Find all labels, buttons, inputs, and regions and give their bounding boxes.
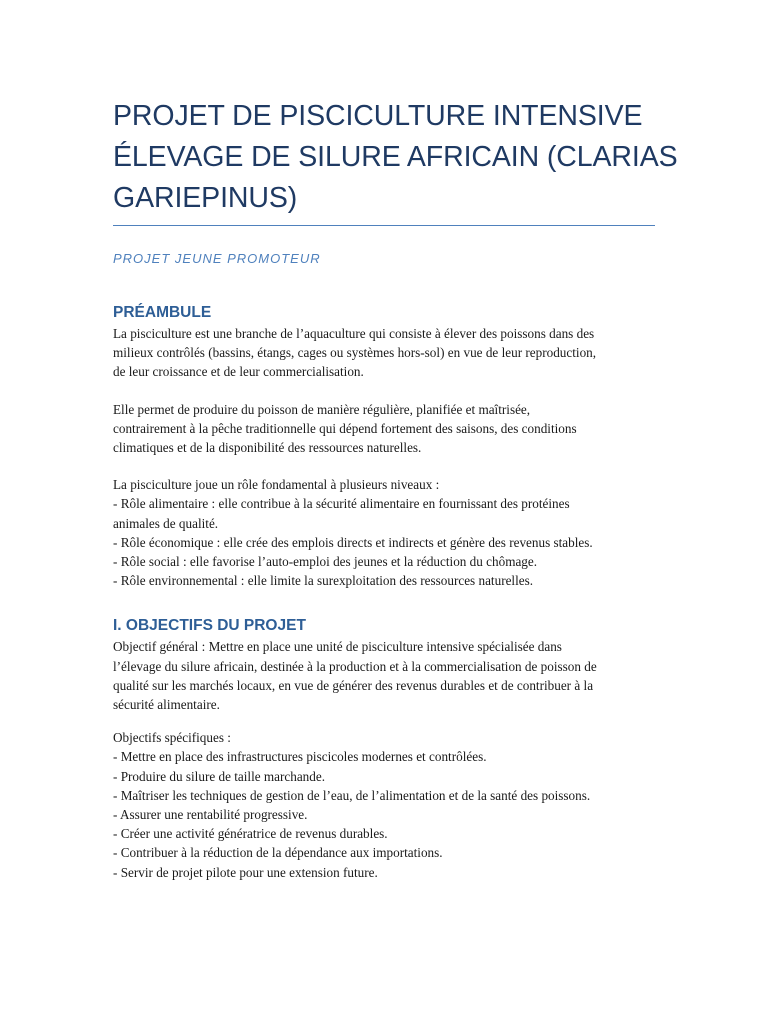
objectifs-specifiques-list bbox=[113, 747, 655, 881]
document-content bbox=[113, 96, 678, 882]
text-line: l’élevage du silure africain, destinée à la production et à la commercialisation de poisson de bbox=[113, 658, 597, 674]
text-line: - Rôle économique : elle crée des emplois directs et indirects et génère des revenus stables. bbox=[113, 534, 593, 550]
text-line: Elle permet de produire du poisson de manière régulière, planifiée et maîtrisée, bbox=[113, 401, 531, 417]
title-line: GARIEPINUS) bbox=[113, 182, 298, 214]
text-line: - Rôle alimentaire : elle contribue à la sécurité alimentaire en fournissant des protéines bbox=[113, 496, 570, 512]
text-line: de leur croissance et de leur commercialisation. bbox=[113, 364, 364, 380]
document-title bbox=[113, 96, 678, 219]
preambule-paragraph-1 bbox=[113, 324, 655, 382]
list-item: - Servir de projet pilote pour une extension future. bbox=[113, 864, 378, 880]
title-line: PROJET DE PISCICULTURE INTENSIVE bbox=[113, 100, 643, 132]
text-line: qualité sur les marchés locaux, en vue de générer des revenus durables et de contribuer à la bbox=[113, 677, 594, 693]
text-line: climatiques et de la disponibilité des ressources naturelles. bbox=[113, 440, 422, 456]
text-line: La pisciculture joue un rôle fondamental à plusieurs niveaux : bbox=[113, 477, 440, 493]
preambule-paragraph-3 bbox=[113, 475, 655, 590]
text-line: animales de qualité. bbox=[113, 515, 219, 531]
text-line: Objectif général : Mettre en place une unité de pisciculture intensive spécialisée dans bbox=[113, 639, 562, 655]
objectif-general-paragraph bbox=[113, 637, 655, 714]
list-item: - Produire du silure de taille marchande. bbox=[113, 768, 326, 784]
preambule-paragraph-2 bbox=[113, 400, 655, 458]
section-heading-preambule: PRÉAMBULE bbox=[113, 304, 212, 321]
list-item: - Maîtriser les techniques de gestion de l’eau, de l’alimentation et de la santé des poissons. bbox=[113, 787, 591, 803]
list-item: - Assurer une rentabilité progressive. bbox=[113, 807, 308, 823]
section-heading-objectifs: I. OBJECTIFS DU PROJET bbox=[113, 617, 306, 635]
title-divider bbox=[113, 225, 655, 226]
text-line: milieux contrôlés (bassins, étangs, cages ou systèmes hors-sol) en vue de leur reproduction, bbox=[113, 345, 597, 361]
objectifs-specifiques-label: Objectifs spécifiques : bbox=[113, 730, 231, 746]
text-line: - Rôle environnemental : elle limite la surexploitation des ressources naturelles. bbox=[113, 573, 534, 589]
text-line: sécurité alimentaire. bbox=[113, 697, 220, 713]
list-item: - Mettre en place des infrastructures piscicoles modernes et contrôlées. bbox=[113, 749, 487, 765]
title-line: ÉLEVAGE DE SILURE AFRICAIN (CLARIAS bbox=[113, 141, 678, 173]
text-line: La pisciculture est une branche de l’aquaculture qui consiste à élever des poissons dans des bbox=[113, 326, 595, 341]
list-item: - Créer une activité génératrice de revenus durables. bbox=[113, 826, 388, 842]
document-subtitle: PROJET JEUNE PROMOTEUR bbox=[113, 251, 321, 266]
text-line: contrairement à la pêche traditionnelle qui dépend fortement des saisons, des conditions bbox=[113, 420, 577, 436]
list-item: - Contribuer à la réduction de la dépendance aux importations. bbox=[113, 845, 443, 861]
text-line: - Rôle social : elle favorise l’auto-emploi des jeunes et la réduction du chômage. bbox=[113, 554, 538, 570]
